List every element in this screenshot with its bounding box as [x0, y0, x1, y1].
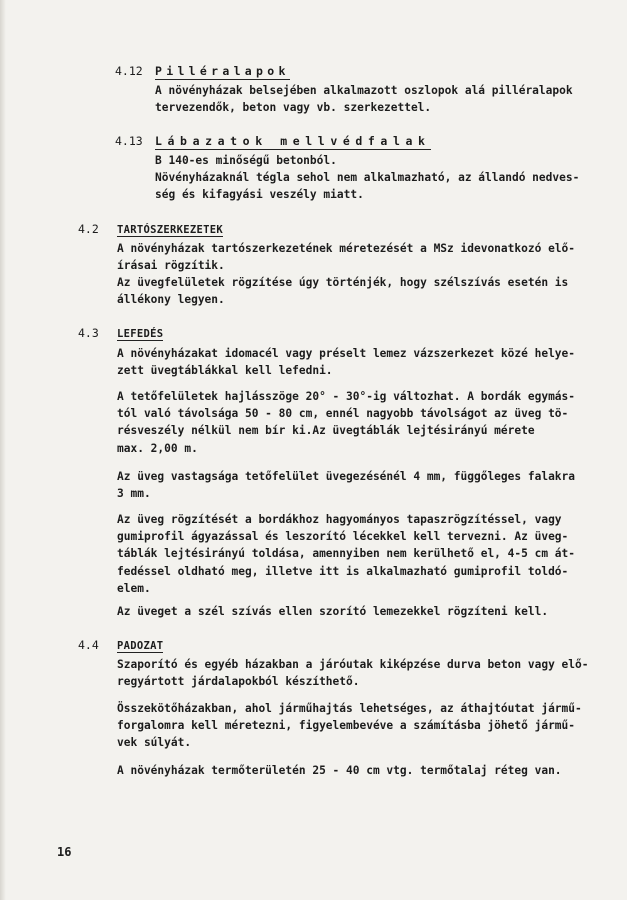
paragraph-4-3-3	[117, 468, 575, 502]
text-line: A tetőfelületek hajlásszöge 20° - 30°-ig változhat. A bordák egymás-	[117, 390, 576, 403]
section-title-lefedes	[117, 326, 163, 340]
section-title-tartoszerkezetek	[117, 222, 223, 236]
text-line: Szaporító és egyéb házakban a járóutak kiképzése durva beton vagy elő-	[117, 658, 589, 671]
text-line: Az üvegfelületek rögzítése úgy történjék, hogy szélszívás esetén is	[117, 276, 569, 289]
text-line: állékony legyen.	[117, 293, 225, 307]
text-line: vek súlyát.	[117, 736, 192, 750]
section-title-padozat	[117, 638, 163, 652]
text-line: A növényházakat idomacél vagy préselt lemez vázszerkezet közé helye-	[117, 347, 576, 360]
text-line: tervezendők, beton vagy vb. szerkezettel.	[155, 101, 432, 115]
text-line: táblák lejtésirányú toldása, amennyiben nem kerülhető el, 4-5 cm át-	[117, 547, 576, 561]
paragraph-4-3-1	[117, 345, 575, 379]
text-line: A növényházak termőterületén 25 - 40 cm vtg. termőtalaj réteg van.	[117, 764, 562, 777]
section-title-labazatok	[155, 134, 431, 148]
section-title-pilleralapok	[155, 64, 290, 78]
paragraph-4-4-3	[117, 762, 562, 779]
paragraph-4-3-4	[117, 511, 575, 597]
paragraph-4-4-2	[117, 700, 582, 752]
section-title-text: Pilléralapok	[155, 64, 290, 78]
text-line: forgalomra kell méretezni, figyelembevéve a számításba jöhető jármű-	[117, 719, 576, 733]
section-number-4-13: 4.13	[115, 134, 143, 148]
paragraph-4-3-5	[117, 603, 548, 620]
text-line: gumiprofil ágyazással és leszorító lécekkel kell tervezni. Az üveg-	[117, 530, 569, 544]
text-line: résveszély nélkül nem bír ki.Az üvegtáblák lejtésirányú mérete	[117, 424, 535, 438]
section-title-text: LEFEDÉS	[117, 328, 164, 340]
section-number-4-12: 4.12	[115, 64, 143, 78]
paragraph-4-12	[155, 82, 573, 116]
text-line: ség és kifagyási veszély miatt.	[155, 188, 364, 202]
text-line: Az üveg vastagsága tetőfelület üvegezésénél 4 mm, függőleges falakra	[117, 470, 576, 483]
paragraph-4-2-1	[117, 240, 575, 274]
text-line: 3 mm.	[117, 487, 151, 501]
text-line: tól való távolsága 50 - 80 cm, ennél nagyobb távolságot az üveg tö-	[117, 407, 569, 421]
text-line: fedéssel oldható meg, illetve itt is alkalmazható gumiprofil toldó-	[117, 564, 569, 578]
section-number-4-3: 4.3	[78, 326, 99, 340]
text-line: Növényházaknál tégla sehol nem alkalmazható, az állandó nedves-	[155, 171, 580, 185]
text-line: regyártott járdalapokból készíthető.	[117, 675, 360, 689]
text-line: A növényházak tartószerkezetének méretezését a MSz idevonatkozó elő-	[117, 242, 576, 255]
section-number-4-4: 4.4	[78, 638, 99, 652]
section-number-4-2: 4.2	[78, 222, 99, 236]
paragraph-4-13	[155, 152, 579, 204]
text-line: Az üveg rögzítését a bordákhoz hagyományos tapaszrögzítéssel, vagy	[117, 513, 562, 526]
text-line: Az üveget a szél szívás ellen szorító lemezekkel rögzíteni kell.	[117, 605, 549, 618]
paragraph-4-3-2	[117, 388, 575, 457]
text-line: max. 2,00 m.	[117, 441, 198, 455]
section-title-text: PADOZAT	[117, 640, 164, 652]
page-edge-shadow	[0, 0, 6, 900]
text-line: zett üvegtáblákkal kell lefedni.	[117, 364, 333, 378]
paragraph-4-4-1	[117, 656, 588, 690]
text-line: A növényházak belsejében alkalmazott oszlopok alá pilléralapok	[155, 84, 573, 97]
text-line: B 140-es minőségű betonból.	[155, 154, 337, 167]
section-title-text: TARTÓSZERKEZETEK	[117, 224, 223, 236]
text-line: írásai rögzítik.	[117, 259, 225, 273]
page-number: 16	[57, 845, 72, 859]
section-title-text: Lábazatok mellvédfalak	[155, 134, 431, 148]
paragraph-4-2-2	[117, 274, 568, 308]
text-line: elem.	[117, 581, 151, 595]
text-line: Összekötőházakban, ahol járműhajtás lehetséges, az áthajtóutat jármű-	[117, 702, 582, 715]
